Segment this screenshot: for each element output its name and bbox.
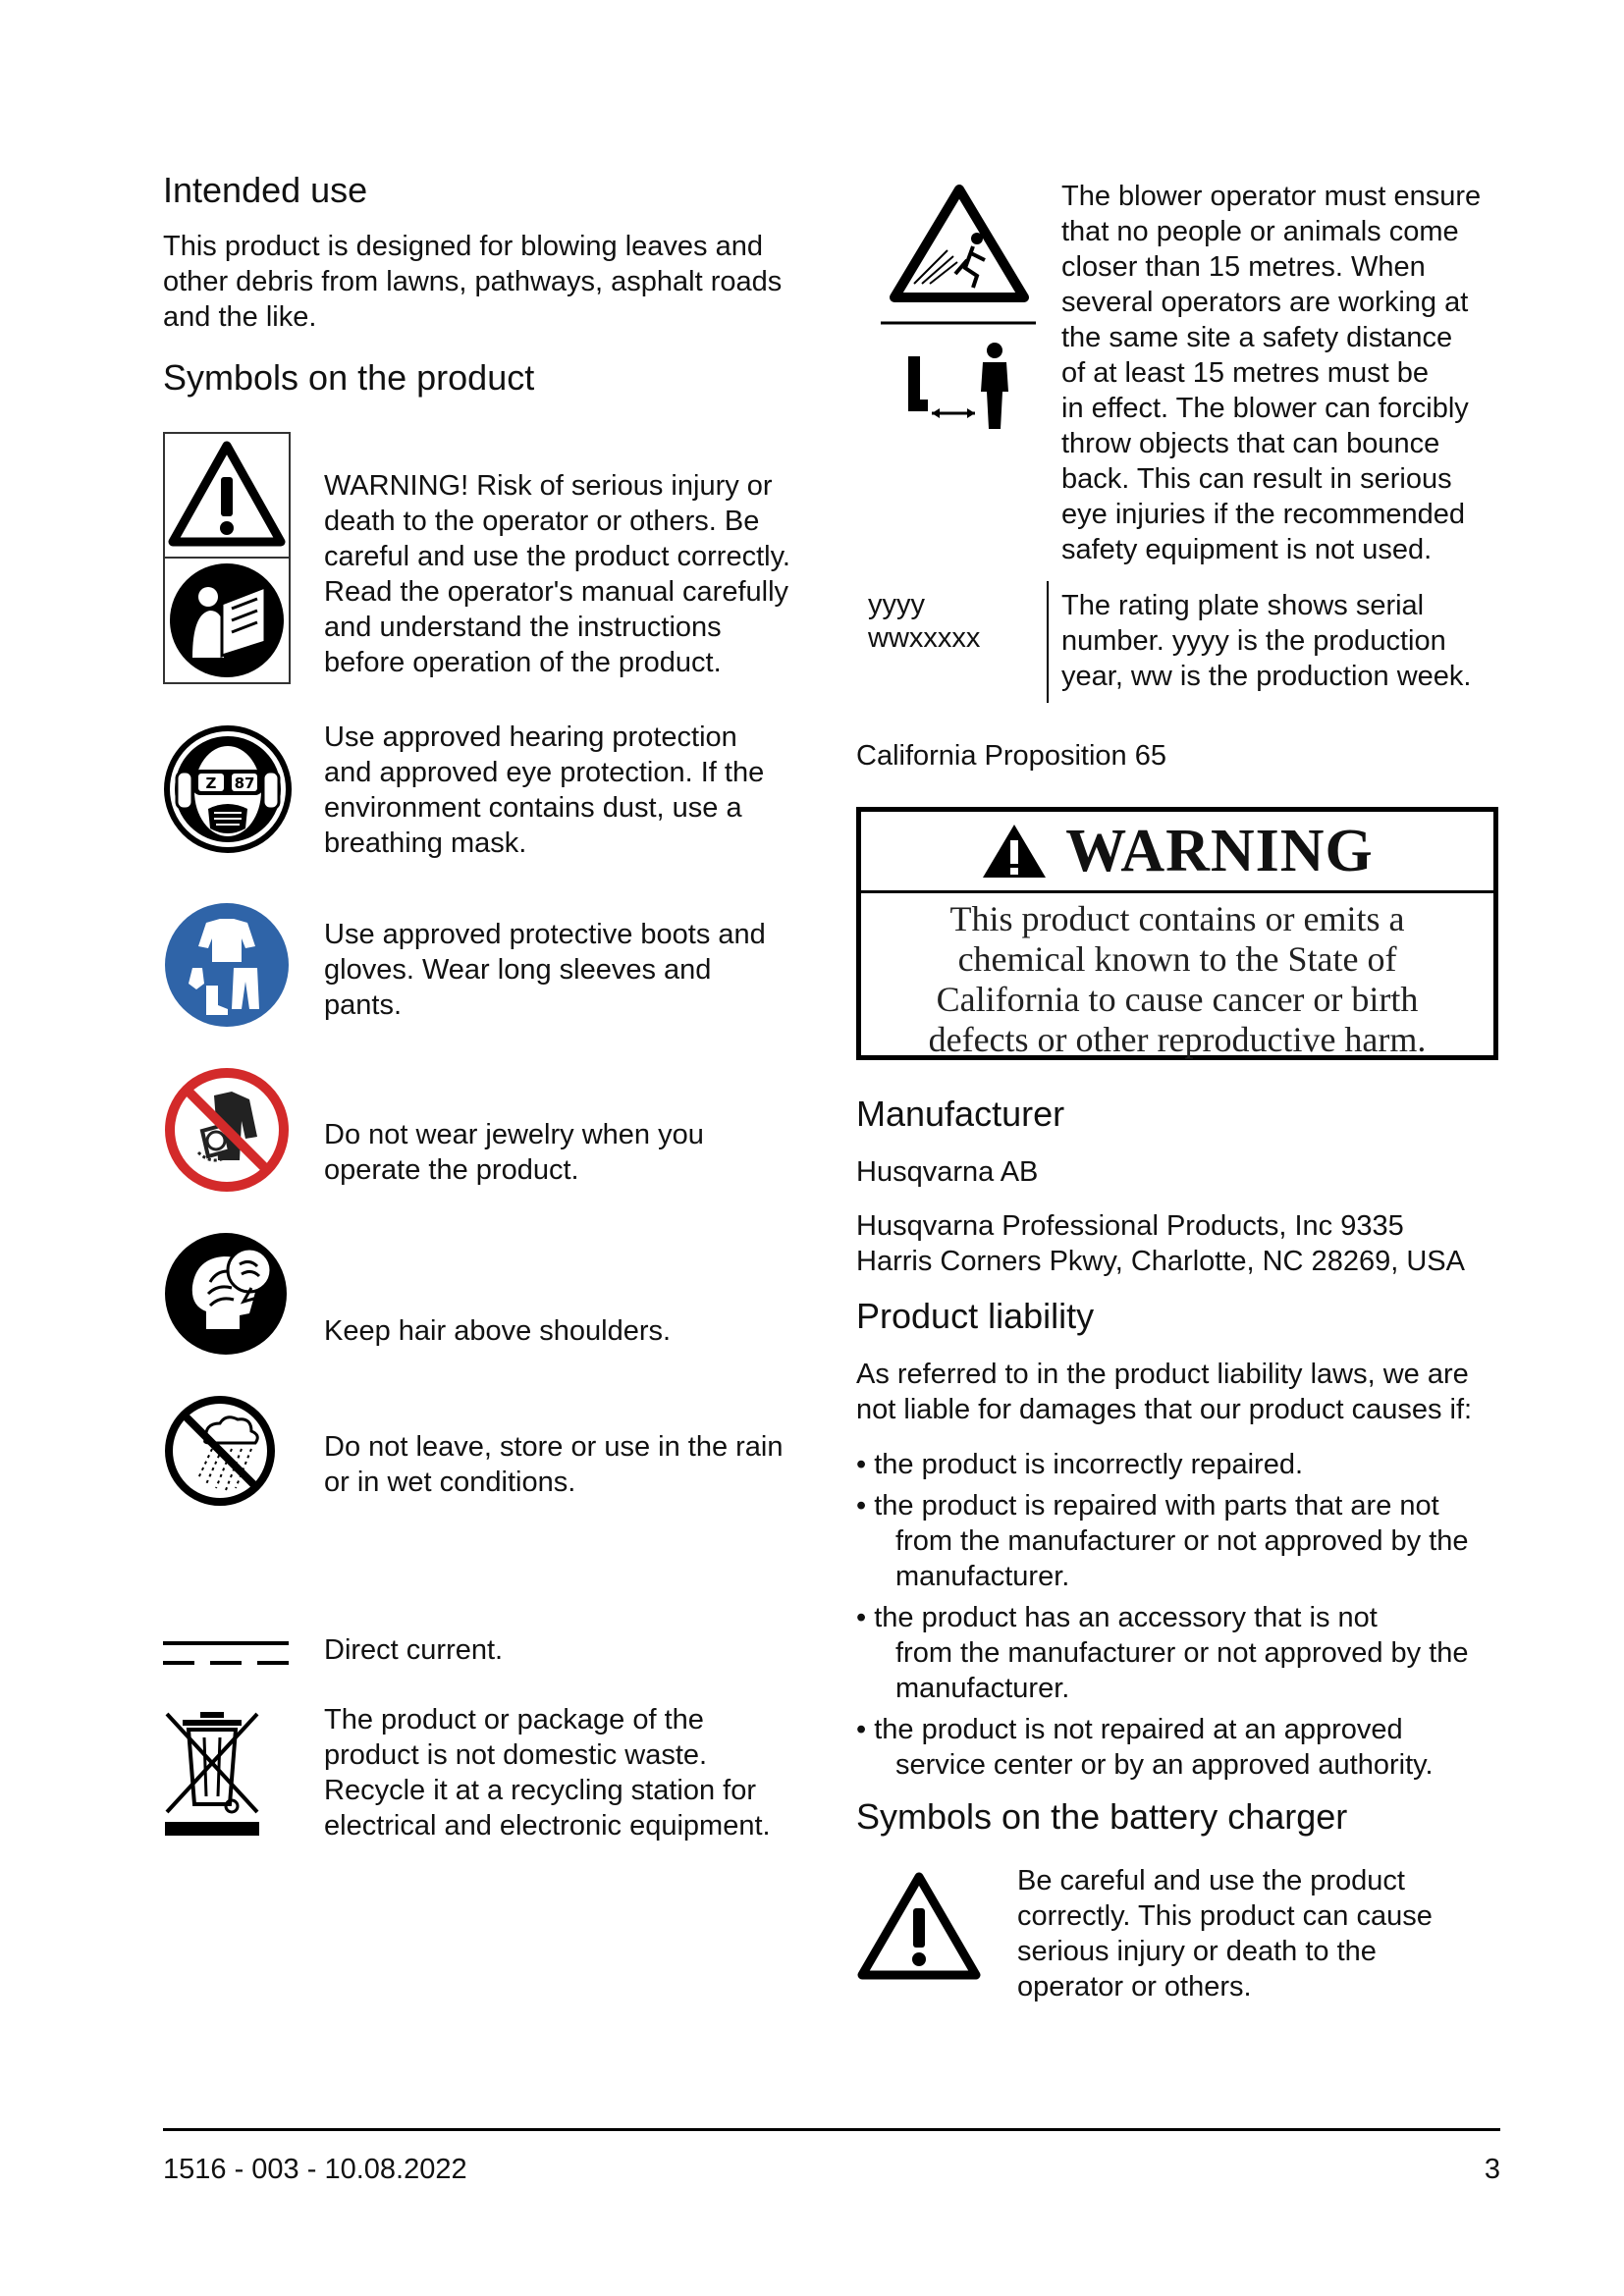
list-item: • the product is not repaired at an approved service center or by an approved authority. xyxy=(856,1712,1469,1783)
list-item: • the product is incorrectly repaired. xyxy=(856,1449,1304,1480)
text-line: Read the operator's manual carefully xyxy=(324,576,789,608)
prop65-warning-header xyxy=(861,812,1493,893)
text-line: back. This can result in serious xyxy=(1061,463,1452,495)
text-line: Direct current. xyxy=(324,1634,504,1666)
text-line: Recycle it at a recycling station for xyxy=(324,1775,757,1806)
text-line: closer than 15 metres. When xyxy=(1061,251,1426,283)
text-line: This product contains or emits a xyxy=(949,899,1405,938)
text-line: number. yyyy is the production xyxy=(1061,625,1446,657)
text-line: WARNING! Risk of serious injury or xyxy=(324,470,773,502)
text-line: several operators are working at xyxy=(1061,287,1469,318)
symbols-product-heading: Symbols on the product xyxy=(163,357,535,398)
text-line: not liable for damages that our product causes if: xyxy=(856,1394,1473,1425)
weee-text xyxy=(324,1702,771,1843)
text-line: from the manufacturer or not approved by the xyxy=(895,1637,1469,1669)
liability-heading: Product liability xyxy=(856,1296,1095,1336)
svg-text:87: 87 xyxy=(234,774,255,792)
charger-text xyxy=(1017,1863,1433,2004)
text-line: wwxxxxx xyxy=(868,622,981,654)
text-line: careful and use the product correctly. xyxy=(324,541,790,572)
text-line: The product or package of the xyxy=(324,1704,704,1735)
text-line: Husqvarna Professional Products, Inc 9335 xyxy=(856,1210,1404,1242)
warning-read-manual-icon xyxy=(163,432,291,684)
warning-text xyxy=(324,468,790,680)
footer-rule xyxy=(163,2128,1500,2131)
warning-triangle-icon xyxy=(981,823,1048,880)
text-line: pants. xyxy=(324,989,402,1021)
no-rain-icon xyxy=(163,1394,277,1508)
text-line: the product has an accessory that is not xyxy=(874,1602,1378,1633)
text-line: or in wet conditions. xyxy=(324,1467,576,1498)
text-line: environment contains dust, use a xyxy=(324,792,742,824)
text-line: chemical known to the State of xyxy=(957,939,1397,979)
text-line: The rating plate shows serial xyxy=(1061,590,1425,621)
text-line: before operation of the product. xyxy=(324,647,722,678)
thrown-objects-distance-icon xyxy=(879,182,1041,437)
text-line: of at least 15 metres must be xyxy=(1061,357,1429,389)
text-line: the same site a safety distance xyxy=(1061,322,1453,353)
footer-page-number: 3 xyxy=(1484,2154,1500,2185)
direct-current-icon xyxy=(163,1639,289,1669)
text-line: defects or other reproductive harm. xyxy=(928,1020,1427,1059)
weee-bin-icon xyxy=(163,1708,261,1836)
prop65-warning-body xyxy=(861,893,1493,1060)
manufacturer-name: Husqvarna AB xyxy=(856,1156,1039,1188)
prop65-warning-title: WARNING xyxy=(1065,817,1374,884)
jewelry-text xyxy=(324,1117,704,1188)
text-line: operate the product. xyxy=(324,1154,579,1186)
text-line: Be careful and use the product xyxy=(1017,1865,1405,1896)
text-line: in effect. The blower can forcibly xyxy=(1061,393,1469,424)
text-line: manufacturer. xyxy=(895,1673,1070,1704)
hair-text xyxy=(324,1313,671,1349)
dc-text xyxy=(324,1632,503,1668)
rating-plate-divider xyxy=(1047,581,1049,703)
text-line: breathing mask. xyxy=(324,828,527,859)
hair-above-shoulders-icon xyxy=(163,1231,289,1357)
rating-plate-text xyxy=(1061,588,1471,694)
text-line: and understand the instructions xyxy=(324,612,722,643)
text-line: and the like. xyxy=(163,301,317,333)
text-line: correctly. This product can cause xyxy=(1017,1900,1433,1932)
rain-text xyxy=(324,1429,783,1500)
text-line: the product is incorrectly repaired. xyxy=(874,1449,1304,1480)
safety-distance-text xyxy=(1061,179,1481,567)
text-line: California to cause cancer or birth xyxy=(936,980,1419,1019)
warning-triangle-icon xyxy=(856,1869,982,1981)
charger-heading: Symbols on the battery charger xyxy=(856,1796,1348,1837)
svg-text:Z: Z xyxy=(205,774,217,792)
text-line: yyyy xyxy=(868,589,925,620)
manufacturer-heading: Manufacturer xyxy=(856,1094,1065,1134)
text-line: that no people or animals come xyxy=(1061,216,1459,247)
text-line: product is not domestic waste. xyxy=(324,1739,708,1771)
text-line: Do not leave, store or use in the rain xyxy=(324,1431,784,1463)
text-line: the product is repaired with parts that are not xyxy=(874,1490,1439,1522)
text-line: Use approved protective boots and xyxy=(324,919,766,950)
text-line: The blower operator must ensure xyxy=(1061,181,1482,212)
text-line: As referred to in the product liability laws, we are xyxy=(856,1359,1469,1390)
text-line: operator or others. xyxy=(1017,1971,1252,2002)
text-line: the product is not repaired at an approved xyxy=(874,1714,1403,1745)
hearing-eye-protection-icon xyxy=(163,724,293,854)
text-line: from the manufacturer or not approved by the xyxy=(895,1525,1469,1557)
intended-use-heading: Intended use xyxy=(163,170,368,210)
liability-list xyxy=(856,1447,1469,1783)
text-line: Harris Corners Pkwy, Charlotte, NC 28269, USA xyxy=(856,1246,1465,1277)
list-item: • the product is repaired with parts that are not from the manufacturer or not approved by the manufacturer. xyxy=(856,1490,1469,1592)
text-line: Do not wear jewelry when you xyxy=(324,1119,704,1150)
text-line: safety equipment is not used. xyxy=(1061,534,1433,565)
text-line: and approved eye protection. If the xyxy=(324,757,765,788)
text-line: gloves. Wear long sleeves and xyxy=(324,954,712,986)
text-line: throw objects that can bounce xyxy=(1061,428,1440,459)
prop65-warning-box xyxy=(856,807,1498,1060)
text-line: death to the operator or others. Be xyxy=(324,506,760,537)
text-line: Use approved hearing protection xyxy=(324,721,737,753)
rating-plate-code xyxy=(868,588,980,655)
text-line: electrical and electronic equipment. xyxy=(324,1810,771,1842)
text-line: This product is designed for blowing leaves and xyxy=(163,231,763,262)
clothing-text xyxy=(324,917,766,1023)
text-line: serious injury or death to the xyxy=(1017,1936,1377,1967)
text-line: eye injuries if the recommended xyxy=(1061,499,1466,530)
text-line: service center or by an approved authority. xyxy=(895,1749,1434,1781)
prop65-heading: California Proposition 65 xyxy=(856,740,1166,772)
text-line: Keep hair above shoulders. xyxy=(324,1315,672,1347)
liability-intro xyxy=(856,1357,1472,1427)
footer-doc-id: 1516 - 003 - 10.08.2022 xyxy=(163,2154,467,2185)
text-line: year, ww is the production week. xyxy=(1061,661,1472,692)
intended-use-text xyxy=(163,229,782,335)
manufacturer-address xyxy=(856,1208,1465,1279)
text-line: manufacturer. xyxy=(895,1561,1070,1592)
protective-clothing-icon xyxy=(163,901,291,1029)
no-jewelry-icon xyxy=(163,1066,291,1194)
list-item: • the product has an accessory that is not from the manufacturer or not approved by the manufacturer. xyxy=(856,1602,1469,1704)
text-line: other debris from lawns, pathways, asphalt roads xyxy=(163,266,783,297)
hearing-text xyxy=(324,720,764,861)
